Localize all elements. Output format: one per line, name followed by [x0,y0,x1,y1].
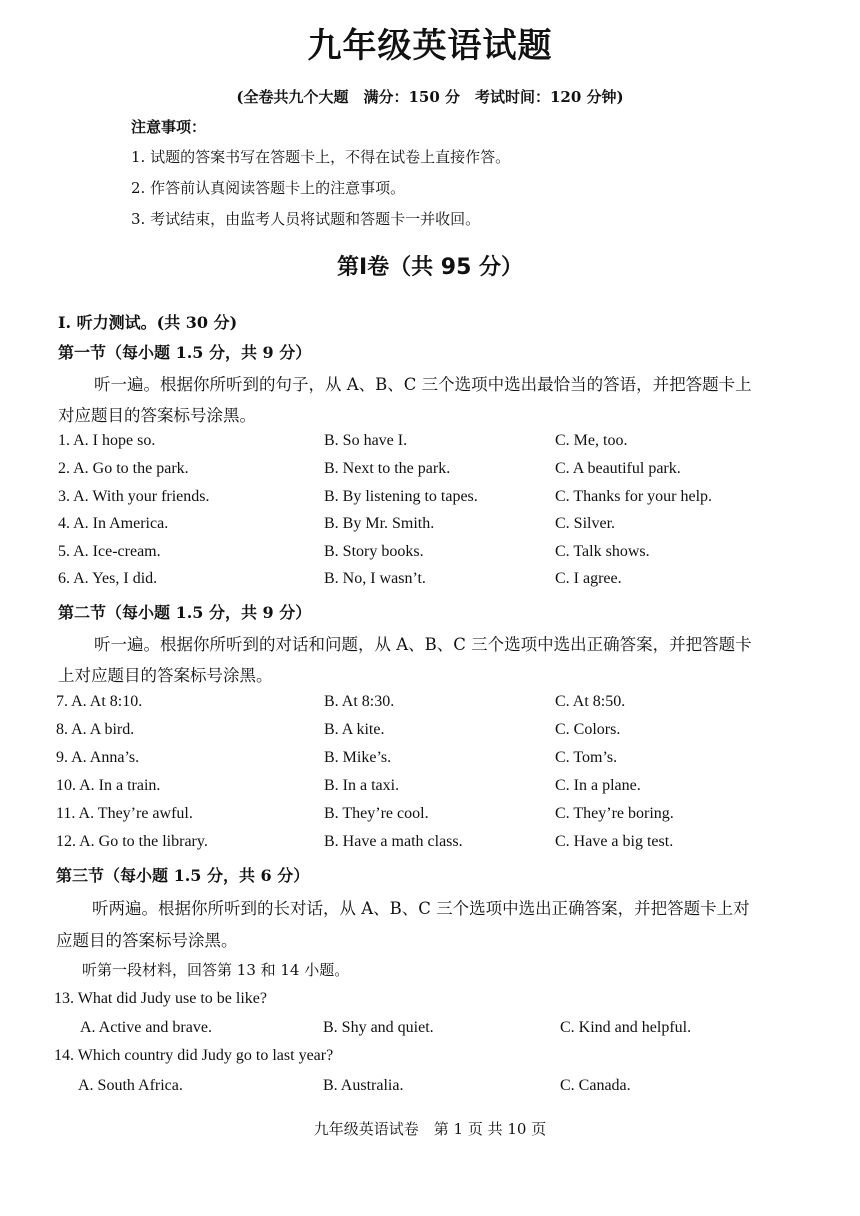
option-a: 4. A. In America. [58,515,169,532]
option-a: 10. A. In a train. [56,777,161,794]
option-c: C. Tom’s. [555,749,618,766]
option-a: 7. A. At 8:10. [56,693,143,710]
option-a: 9. A. Anna’s. [56,749,140,766]
option-b: B. At 8:30. [324,693,395,710]
section-instruction: 应题目的答案标号涂黑。 [56,931,238,950]
option-c: C. Canada. [560,1077,631,1094]
option-c: C. Talk shows. [555,543,650,560]
option-b: B. A kite. [324,721,385,738]
section-heading: 第二节（每小题 1.5 分，共 9 分） [58,603,312,622]
notice-item: 1. 试题的答案书写在答题卡上，不得在试卷上直接作答。 [131,148,511,166]
option-a: A. South Africa. [78,1077,183,1094]
page-footer: 九年级英语试卷 第 1 页 共 10 页 [313,1120,547,1138]
option-b: B. By listening to tapes. [324,488,478,505]
section-instruction: 对应题目的答案标号涂黑。 [58,406,256,425]
section-heading: 第一节（每小题 1.5 分，共 9 分） [58,343,312,362]
option-b: B. No, I wasn’t. [324,570,426,587]
notice-item: 2. 作答前认真阅读答题卡上的注意事项。 [131,179,406,197]
option-c: C. Have a big test. [555,833,674,850]
option-b: B. In a taxi. [324,777,400,794]
option-a: 12. A. Go to the library. [56,833,208,850]
option-c: C. Me, too. [555,432,628,449]
option-c: C. I agree. [555,570,622,587]
option-b: B. Have a math class. [324,833,463,850]
option-a: 5. A. Ice-cream. [58,543,161,560]
option-c: C. At 8:50. [555,693,626,710]
option-a: 6. A. Yes, I did. [58,570,158,587]
option-b: B. They’re cool. [324,805,429,822]
option-b: B. Story books. [324,543,424,560]
section-heading: 第三节（每小题 1.5 分，共 6 分） [56,866,310,885]
option-b: B. Australia. [323,1077,404,1094]
section-instruction: 听一遍。根据你所听到的句子，从 A、B、C 三个选项中选出最恰当的答语，并把答题卡上 [94,375,752,394]
option-b: B. Shy and quiet. [323,1019,434,1036]
option-a: 2. A. Go to the park. [58,460,189,477]
option-c: C. A beautiful park. [555,460,681,477]
option-a: 1. A. I hope so. [58,432,156,449]
section-instruction: 听两遍。根据你所听到的长对话，从 A、B、C 三个选项中选出正确答案，并把答题卡上对 [92,899,750,918]
option-c: C. Thanks for your help. [555,488,713,505]
option-b: B. Mike’s. [324,749,392,766]
notice-item: 3. 考试结束，由监考人员将试题和答题卡一并收回。 [131,210,481,228]
section-instruction: 听一遍。根据你所听到的对话和问题，从 A、B、C 三个选项中选出正确答案，并把答题卡 [94,635,752,654]
option-a: 11. A. They’re awful. [56,805,193,822]
section-instruction: 上对应题目的答案标号涂黑。 [58,666,273,685]
option-b: B. By Mr. Smith. [324,515,435,532]
option-c: C. Silver. [555,515,616,532]
option-a: 3. A. With your friends. [58,488,210,505]
part-heading: I. 听力测试。(共 30 分) [58,313,238,332]
option-c: C. In a plane. [555,777,641,794]
option-a: 8. A. A bird. [56,721,135,738]
exam-title: 九年级英语试题 [307,26,553,66]
option-b: B. So have I. [324,432,408,449]
option-a: A. Active and brave. [80,1019,212,1036]
volume-title: 第Ⅰ卷（共 95 分） [336,255,524,280]
option-c: C. They’re boring. [555,805,674,822]
option-b: B. Next to the park. [324,460,451,477]
question-stem: 14. Which country did Judy go to last year? [54,1047,334,1064]
material-note: 听第一段材料，回答第 13 和 14 小题。 [82,961,350,979]
option-c: C. Kind and helpful. [560,1019,692,1036]
notice-title: 注意事项： [131,118,207,136]
question-stem: 13. What did Judy use to be like? [54,990,267,1007]
option-c: C. Colors. [555,721,621,738]
exam-info: (全卷共九个大题 满分：150 分 考试时间：120 分钟) [236,88,624,106]
